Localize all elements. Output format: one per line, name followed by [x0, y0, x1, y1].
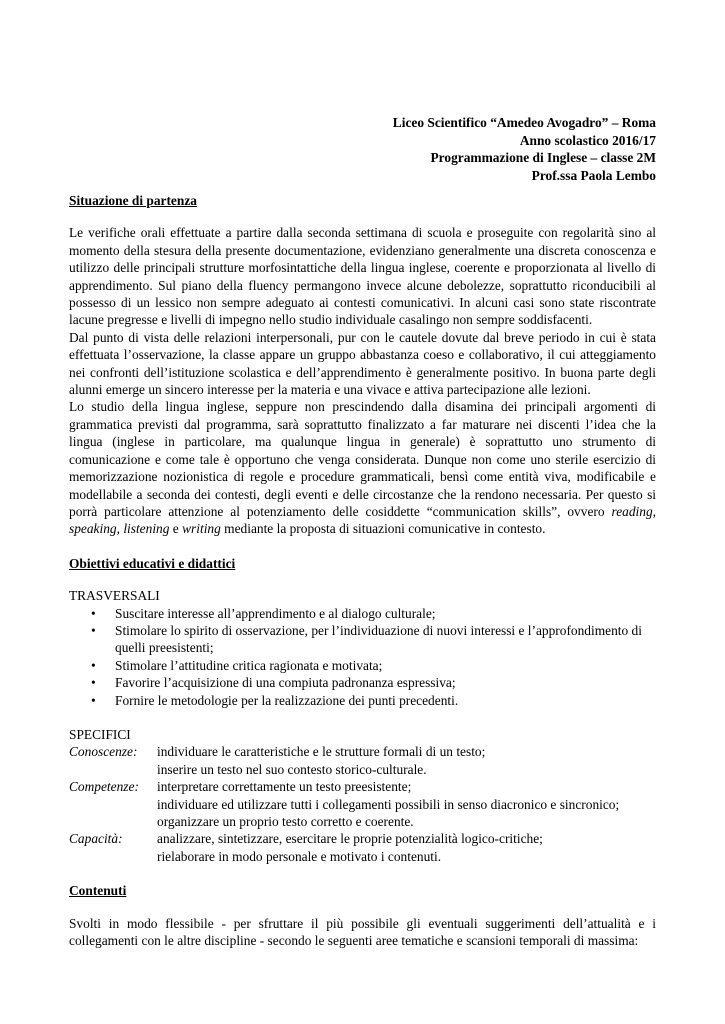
- school-name: Liceo Scientifico “Amedeo Avogadro” – Roma: [392, 115, 656, 130]
- subheading-trasversali: TRASVERSALI: [69, 588, 160, 604]
- program-title: Programmazione di Inglese – classe 2M: [430, 150, 656, 166]
- list-item: [69, 657, 656, 674]
- teacher-name: Prof.ssa Paola Lembo: [531, 167, 656, 183]
- conjunction: e: [172, 521, 179, 537]
- list-item-text: Stimolare l’attitudine critica ragionata e motivata;: [115, 657, 383, 673]
- list-item-text: Suscitare interesse all’apprendimento e al dialogo culturale;: [115, 605, 436, 621]
- section-heading-obiettivi: Obiettivi educativi e didattici: [69, 555, 236, 571]
- specifici-label: Capacità:: [69, 831, 123, 847]
- skill-listening: listening: [123, 521, 170, 537]
- paragraph-situazione-1: Le verifiche orali effettuate a partire dalla seconda settimana di scuola e proseguite con regolarità sino al momento della stesura della presente documentazione, evidenziano generalmente una discreta conoscenza e utilizzo delle principali strutture morfosintattiche della lingua inglese, coerente e proporzionata al livello di apprendimento. Sul piano della fluency permangono invece alcune debolezze, soprattutto riconducibili al possesso di un lessico non sempre adeguato ai contesti comunicativi. In alcuni casi sono state riscontrate lacune pregresse e livelli di impegno nello studio individuale casalingo non sempre soddisfacenti.: [69, 225, 656, 328]
- specifici-label: Competenze:: [69, 779, 139, 795]
- skill-reading: reading,: [611, 503, 656, 519]
- specifici-line: interpretare correttamente un testo preesistente;: [157, 779, 412, 795]
- list-item: [69, 622, 656, 657]
- list-item: [69, 674, 656, 691]
- specifici-line: inserire un testo nel suo contesto storico-culturale.: [157, 761, 427, 777]
- specifici-line: analizzare, sintetizzare, esercitare le proprie potenzialità logico-critiche;: [157, 831, 543, 847]
- paragraph-contenuti: Svolti in modo flessibile - per sfruttare il più possibile gli eventuali suggerimenti dell’attualità e i collegamenti con le altre discipline - secondo le seguenti aree tematiche e scansioni temporali di massima:: [69, 915, 656, 949]
- specifici-line: individuare ed utilizzare tutti i collegamenti possibili in senso diacronico e sincronico;: [157, 796, 620, 812]
- list-item-text: Favorire l’acquisizione di una compiuta padronanza espressiva;: [115, 675, 456, 691]
- bullet-icon: •: [91, 692, 96, 708]
- bullet-icon: •: [91, 657, 96, 673]
- paragraph-end: mediante la proposta di situazioni comunicative in contesto.: [224, 521, 546, 537]
- specifici-lines: [157, 743, 485, 778]
- list-item: [69, 692, 656, 709]
- skill-speaking: speaking,: [69, 521, 120, 537]
- document-body: [69, 192, 656, 949]
- list-item: [69, 605, 656, 622]
- paragraph-text: Lo studio della lingua inglese, seppure non prescindendo dalla disamina dei principali argomenti di grammatica previsti dal programma, sarà soprattutto finalizzato a far maturare nei discenti l’idea che la lingua (inglese in particolare, ma qualunque lingua in generale) è soprattutto uno strumento di comunicazione e come tale è opportuno che venga considerata. Dunque non come uno sterile esercizio di memorizzazione nozionistica di regole e procedure grammaticali, bensì come entità viva, modificabile e modellabile a seconda dei contesti, degli eventi e delle circostanze che la rendono necessaria. Per questo si porrà particolare attenzione al potenziamento delle cosiddette “communication skills”, ovvero: [69, 399, 656, 519]
- specifici-line: organizzare un proprio testo corretto e coerente.: [157, 814, 414, 829]
- bullet-icon: •: [91, 605, 96, 621]
- specifici-line: rielaborare in modo personale e motivato i contenuti.: [157, 848, 442, 864]
- section-heading-situazione: Situazione di partenza: [69, 193, 197, 208]
- school-year: Anno scolastico 2016/17: [519, 132, 656, 148]
- bullet-icon: •: [91, 622, 96, 638]
- specifici-line: individuare le caratteristiche e le strutture formali di un testo;: [157, 744, 486, 760]
- bullet-icon: •: [91, 675, 96, 691]
- specifici-competenze: [69, 778, 656, 830]
- specifici-capacita: [69, 830, 656, 865]
- paragraph-situazione-2: Dal punto di vista delle relazioni interpersonali, pur con le cautele dovute dal breve periodo in cui è stata effettuata l’osservazione, la classe appare un gruppo abbastanza coeso e collaborativo, il cui atteggiamento nei confronti dell’istituzione scolastica e dell’apprendimento è generalmente positivo. In buona parte degli alunni emerge un sincero interesse per la materia e una vivace e attiva partecipazione alle lezioni.: [69, 329, 656, 398]
- section-heading-contenuti: Contenuti: [69, 883, 127, 899]
- document-header: [393, 114, 656, 184]
- list-item-text: Stimolare lo spirito di osservazione, per l’individuazione di nuovi interessi e l’approfondimento di quelli preesistenti;: [115, 622, 642, 656]
- paragraph-situazione-3: [69, 398, 656, 537]
- list-item-text: Fornire le metodologie per la realizzazione dei punti precedenti.: [115, 692, 459, 708]
- skill-writing: writing: [182, 521, 221, 537]
- specifici-conoscenze: [69, 743, 656, 778]
- specifici-label: Conoscenze:: [69, 744, 138, 760]
- trasversali-list: [69, 605, 656, 709]
- specifici-lines: [157, 778, 619, 830]
- specifici-lines: [157, 830, 543, 865]
- subheading-specifici: SPECIFICI: [69, 726, 131, 742]
